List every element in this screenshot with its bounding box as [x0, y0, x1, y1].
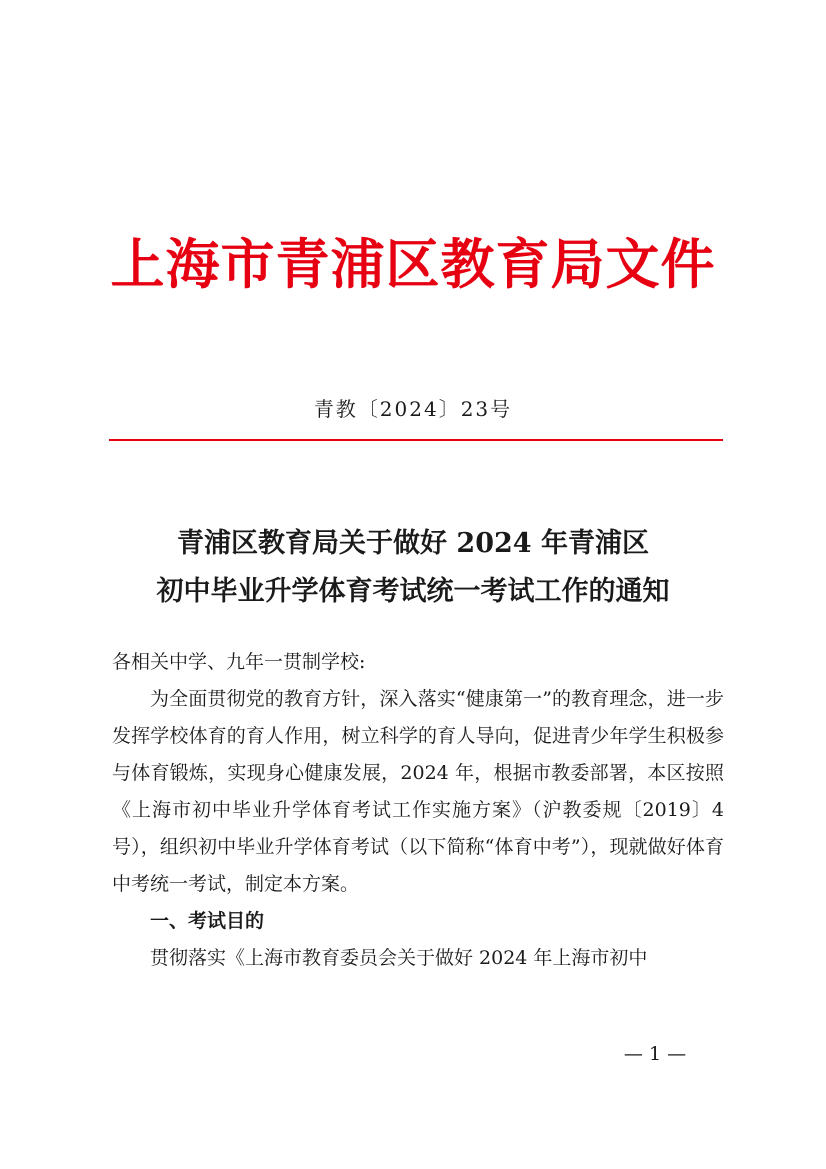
body-paragraph-1: 为全面贯彻党的教育方针，深入落实“健康第一”的教育理念，进一步发挥学校体育的育人作用，树立科学的育人导向，促进青少年学生积极参与体育锻炼，实现身心健康发展，2024 年，根据市教委部署，本区按照《上海市初中毕业升学体育考试工作实施方案》（沪教委规〔2019〕4 号），组织初中毕业升学体育考试（以下简称“体育中考”），现就做好体育中考统一考试，制定本方案。 — [112, 688, 724, 895]
notice-title — [0, 520, 826, 616]
body-paragraph-2: 贯彻落实《上海市教育委员会关于做好 2024 年上海市初中 — [150, 947, 648, 969]
notice-title-line-2: 初中毕业升学体育考试统一考试工作的通知 — [156, 576, 670, 607]
salutation: 各相关中学、九年一贯制学校: — [112, 651, 366, 673]
section-heading-1: 一、考试目的 — [150, 910, 265, 932]
red-separator-line — [109, 439, 723, 441]
document-number: 青教〔2024〕23号 — [313, 397, 513, 421]
page-number: — 1 — — [623, 1043, 687, 1065]
notice-title-line-1: 青浦区教育局关于做好 2024 年青浦区 — [177, 528, 649, 559]
issuer-masthead: 上海市青浦区教育局文件 — [110, 232, 716, 296]
document-body — [112, 644, 724, 977]
